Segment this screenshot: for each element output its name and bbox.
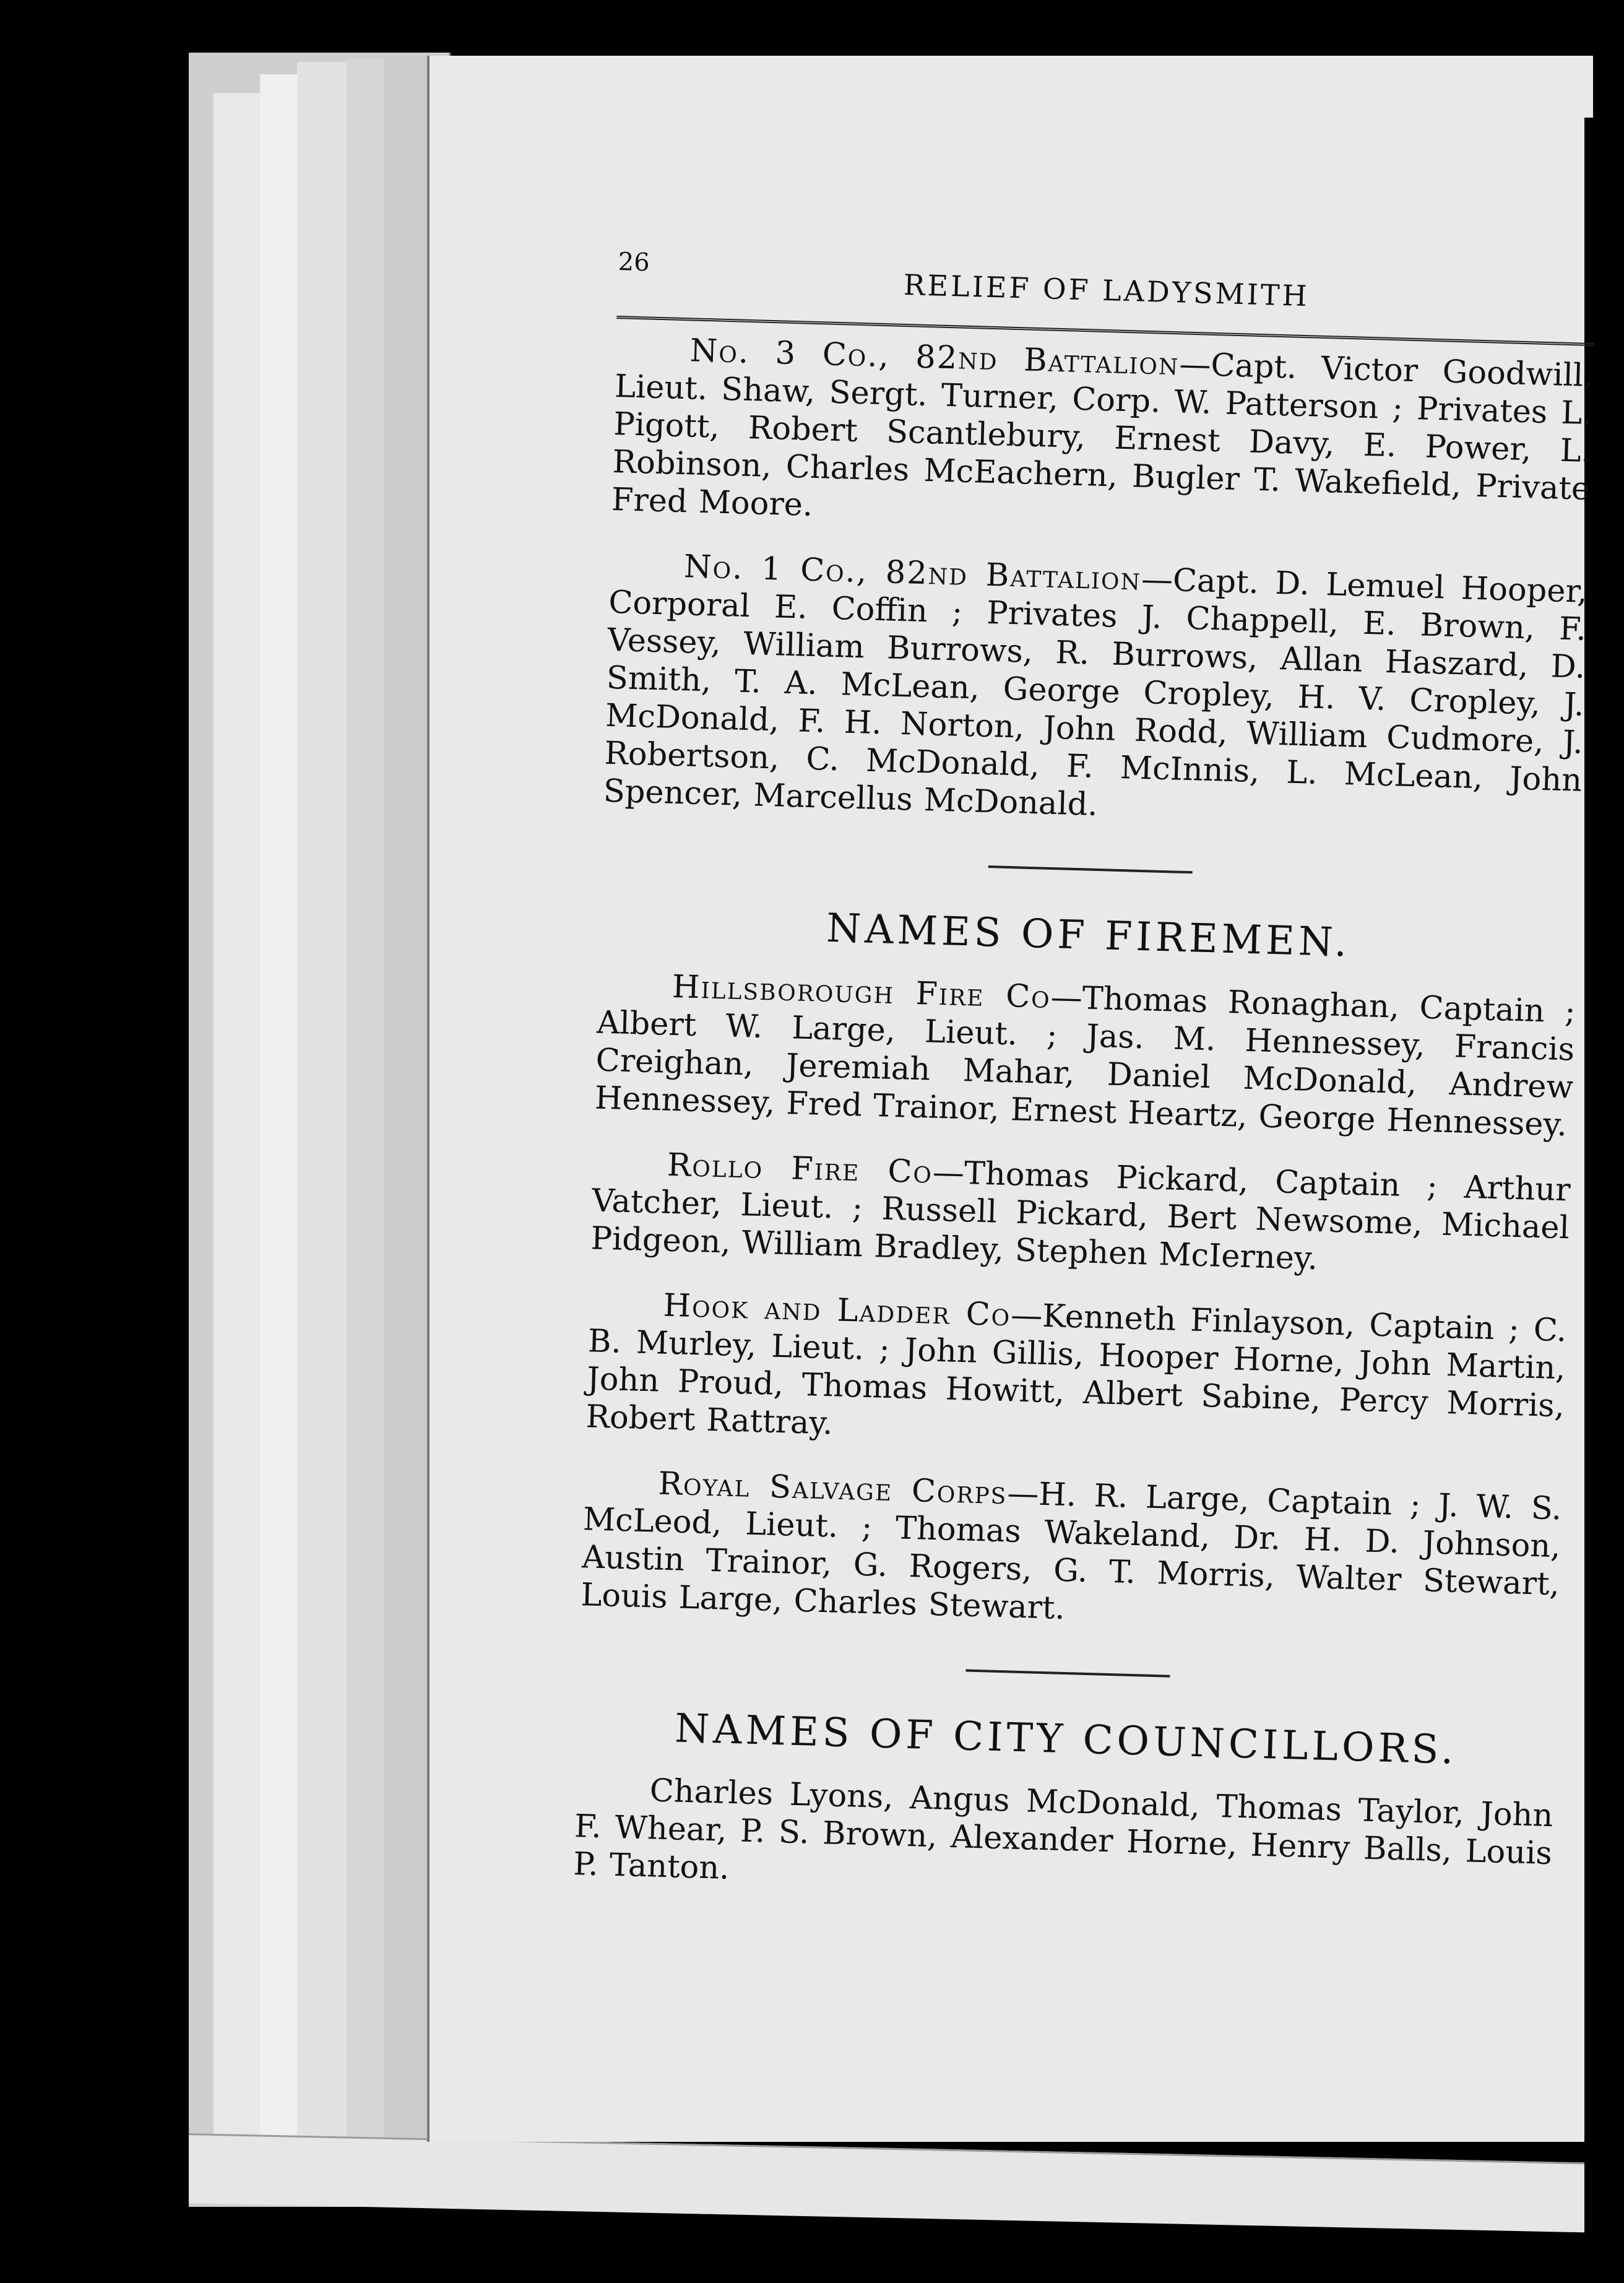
paragraph-hillsborough-fire-co	[594, 966, 1576, 1145]
page-number: 26	[618, 247, 650, 277]
paragraph-text: Charles Lyons, Angus McDonald, Thomas Taylor, John F. Whear, P. S. Brown, Alexander Horne, Henry Balls, Louis P. Tanton.	[572, 1772, 1554, 1887]
paragraph-no3-company	[611, 330, 1594, 546]
paragraph-royal-salvage-corps	[581, 1463, 1562, 1641]
section-title-firemen: NAMES OF FIREMEN.	[826, 905, 1352, 966]
paragraph-text: —Kenneth Finlayson, Captain ; C. B. Murley, Lieut. ; John Gillis, Hooper Horne, John Martin, John Proud, Thomas Howitt, Albert Sabine, Percy Morris, Robert Rattray.	[585, 1297, 1568, 1442]
paragraph-text: —Capt. Victor Goodwill, Lieut. Shaw, Sergt. Turner, Corp. W. Patterson ; Privates L. Pigott, Robert Scantlebury, Ernest Davy, E. Power, L. Robinson, Charles McEachern, Bugler T. Wakefield, Private Fred Moore.	[611, 346, 1594, 524]
paragraph-lead: No. 1 Co., 82nd Battalion	[683, 548, 1142, 598]
paragraph-hook-and-ladder-co	[585, 1284, 1567, 1463]
section-divider	[965, 1670, 1170, 1678]
paragraph-no1-company	[603, 546, 1587, 838]
paragraph-text: —Thomas Pickard, Captain ; Arthur Vatcher, Lieut. ; Russell Pickard, Bert Newsome, Michael Pidgeon, William Bradley, Stephen McIerney.	[590, 1154, 1571, 1278]
section-divider	[988, 865, 1193, 873]
paragraph-text: —Capt. D. Lemuel Hooper, Corporal E. Coffin ; Privates J. Chappell, E. Brown, F. Vessey, William Burrows, R. Burrows, Allan Haszard, D. Smith, T. A. McLean, George Cropley, H. V. Cropley, J. McDonald, F. H. Norton, John Rodd, William Cudmore, J. Robertson, C. McDonald, F. McInnis, L. McLean, John Spencer, Marcellus McDonald.	[603, 561, 1588, 823]
page-content	[573, 235, 1597, 1910]
paragraph-lead: Rollo Fire Co	[667, 1146, 933, 1191]
section-title-city-councillors: NAMES OF CITY COUNCILLORS.	[674, 1705, 1458, 1774]
paragraph-lead: Hook and Ladder Co	[662, 1287, 1011, 1334]
paragraph-rollo-fire-co	[590, 1144, 1571, 1284]
paragraph-text: —Thomas Ronaghan, Captain ; Albert W. Large, Lieut. ; Jas. M. Hennessey, Francis Creighan, Jeremiah Mahar, Daniel McDonald, Andrew Hennessey, Fred Trainor, Ernest Heartz, George Hennessey.	[594, 979, 1576, 1144]
paragraph-lead: Royal Salvage Corps	[657, 1465, 1008, 1512]
page-bottom-edge	[189, 2133, 1600, 2233]
running-title: RELIEF OF LADYSMITH	[903, 267, 1310, 313]
paragraph-text: —H. R. Large, Captain ; J. W. S. McLeod, Lieut. ; Thomas Wakeland, Dr. H. D. Johnson, Austin Trainor, G. Rogers, G. T. Morris, Walter Stewart, Louis Large, Charles Stewart.	[580, 1475, 1562, 1627]
paragraph-lead: No. 3 Co., 82nd Battalion	[689, 332, 1180, 383]
paragraph-lead: Hillsborough Fire Co	[672, 968, 1052, 1016]
